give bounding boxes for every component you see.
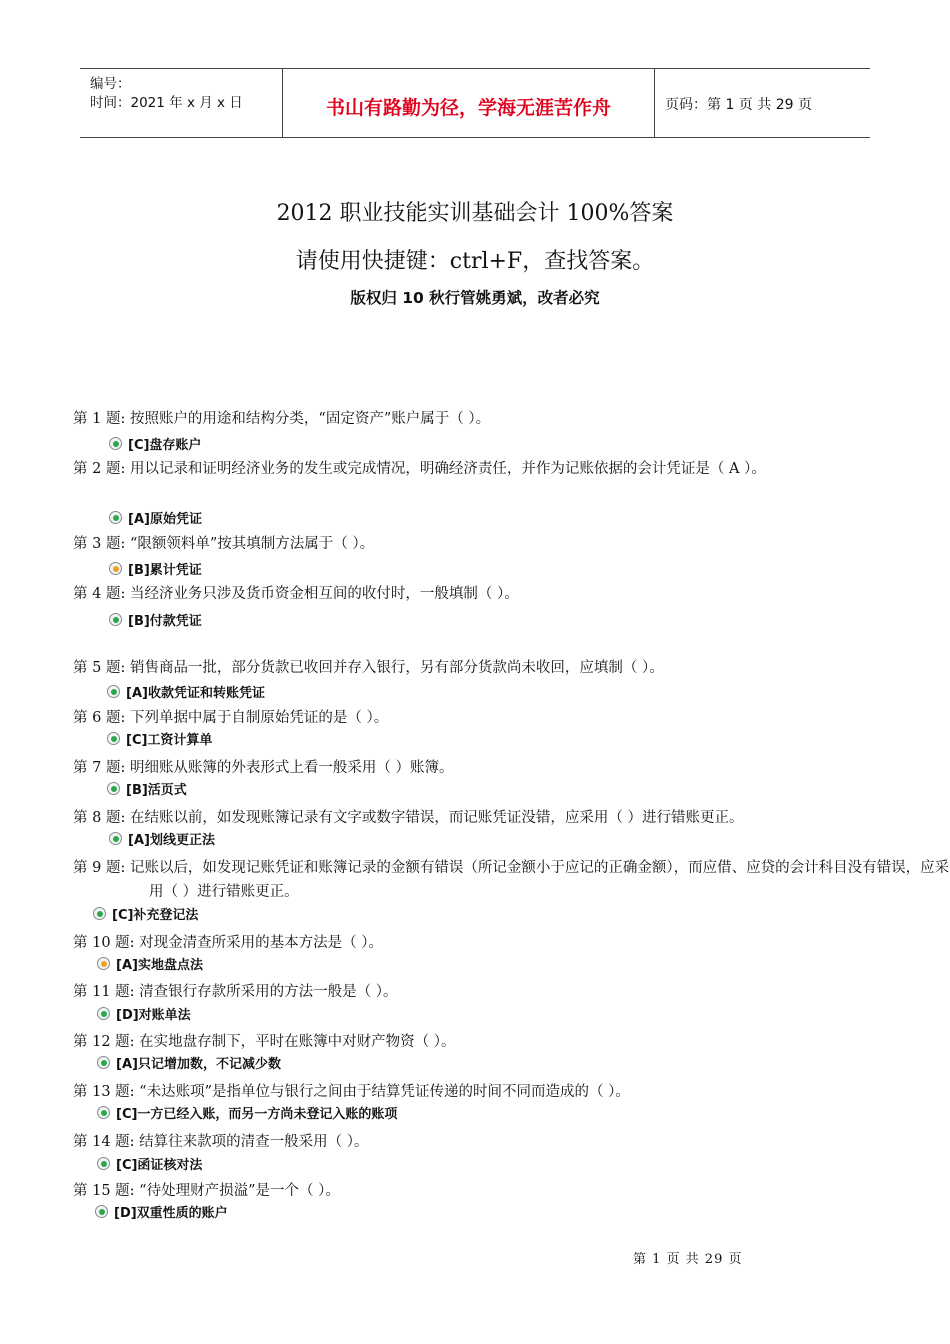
answer-14 xyxy=(97,1154,202,1173)
answer-13 xyxy=(97,1103,397,1122)
answer-7 xyxy=(107,779,187,798)
radio-selected-icon xyxy=(95,1205,108,1218)
answer-8 xyxy=(109,829,215,848)
radio-selected-icon xyxy=(109,613,122,626)
radio-selected-icon xyxy=(107,732,120,745)
question-3: 第 3 题: “限额领料单”按其填制方法属于（ ）。 xyxy=(73,536,375,552)
time-label: 时间：2021 年 x 月 x 日 xyxy=(90,95,243,111)
document-header xyxy=(80,68,870,138)
answer-text: [A]划线更正法 xyxy=(128,833,215,848)
number-label: 编号： xyxy=(90,76,131,92)
answer-text: [D]双重性质的账户 xyxy=(114,1206,228,1221)
radio-selected-icon xyxy=(97,1106,110,1119)
question-2: 第 2 题: 用以记录和证明经济业务的发生或完成情况，明确经济责任，并作为记账依据的会计凭证是（ A ）。 xyxy=(73,461,766,477)
answer-2 xyxy=(109,508,202,527)
answer-1 xyxy=(109,434,201,453)
question-12: 第 12 题: 在实地盘存制下，平时在账簿中对财产物资（ ）。 xyxy=(73,1034,456,1050)
answer-5 xyxy=(107,682,265,701)
radio-selected-icon xyxy=(109,511,122,524)
header-meta xyxy=(80,69,282,137)
answer-text: [A]只记增加数，不记减少数 xyxy=(116,1057,281,1072)
answer-3 xyxy=(109,559,202,578)
document-subtitle: 请使用快捷键：ctrl+F，查找答案。 xyxy=(295,249,655,274)
radio-selected-icon xyxy=(97,1157,110,1170)
question-5: 第 5 题: 销售商品一批，部分货款已收回并存入银行，另有部分货款尚未收回，应填制（ ）。 xyxy=(73,660,664,676)
answer-text: [A]实地盘点法 xyxy=(116,958,203,973)
radio-selected-icon xyxy=(109,832,122,845)
answer-11 xyxy=(97,1004,191,1023)
question-14: 第 14 题: 结算往来款项的清查一般采用（ ）。 xyxy=(73,1134,369,1150)
question-13: 第 13 题: “未达账项”是指单位与银行之间由于结算凭证传递的时间不同而造成的（ ）。 xyxy=(73,1084,630,1100)
radio-selected-icon xyxy=(93,907,106,920)
answer-12 xyxy=(97,1053,281,1072)
question-4: 第 4 题: 当经济业务只涉及货币资金相互间的收付时，一般填制（ ）。 xyxy=(73,586,519,602)
answer-text: [C]盘存账户 xyxy=(128,438,202,453)
document-title: 2012 职业技能实训基础会计 100%答案 xyxy=(276,201,674,226)
radio-selected-icon xyxy=(97,1056,110,1069)
question-7: 第 7 题: 明细账从账簿的外表形式上看一般采用（ ）账簿。 xyxy=(73,760,454,776)
answer-15 xyxy=(95,1202,228,1221)
question-8: 第 8 题: 在结账以前，如发现账簿记录有文字或数字错误，而记账凭证没错，应采用（ ）进行错账更正。 xyxy=(73,810,744,826)
answer-text: [C]一方已经入账，而另一方尚未登记入账的账项 xyxy=(116,1107,398,1122)
header-page-info: 页码：第 1 页 共 29 页 xyxy=(665,97,812,113)
answer-10 xyxy=(97,954,203,973)
question-6: 第 6 题: 下列单据中属于自制原始凭证的是（ ）。 xyxy=(73,710,389,726)
radio-selected-icon xyxy=(97,1007,110,1020)
answer-text: [C]补充登记法 xyxy=(112,908,199,923)
question-1: 第 1 题: 按照账户的用途和结构分类，“固定资产”账户属于（ ）。 xyxy=(73,411,491,427)
question-15: 第 15 题: “待处理财产损溢”是一个（ ）。 xyxy=(73,1183,340,1199)
question-9: 第 9 题: 记账以后，如发现记账凭证和账簿记录的金额有错误（所记金额小于应记的正确金额），而应借、应贷的会计科目没有错误，应采用（ ）进行错账更正。 xyxy=(73,860,950,900)
copyright-notice: 版权归 10 秋行管姚勇斌，改者必究 xyxy=(350,289,600,307)
answer-text: [B]付款凭证 xyxy=(128,614,202,629)
answer-text: [B]累计凭证 xyxy=(128,563,202,578)
radio-selected-icon xyxy=(109,437,122,450)
answer-text: [B]活页式 xyxy=(126,783,187,798)
radio-selected-icon xyxy=(107,782,120,795)
answer-text: [D]对账单法 xyxy=(116,1008,191,1023)
radio-selected-icon xyxy=(97,957,110,970)
page-footer: 第 1 页 共 29 页 xyxy=(633,1252,743,1267)
header-motto: 书山有路勤为径，学海无涯苦作舟 xyxy=(282,69,655,137)
answer-4 xyxy=(109,610,202,629)
answer-text: [C]函证核对法 xyxy=(116,1158,203,1173)
radio-selected-icon xyxy=(107,685,120,698)
radio-selected-icon xyxy=(109,562,122,575)
answer-text: [A]原始凭证 xyxy=(128,512,202,527)
question-11: 第 11 题: 清查银行存款所采用的方法一般是（ ）。 xyxy=(73,984,398,1000)
answer-6 xyxy=(107,729,212,748)
question-10: 第 10 题: 对现金清查所采用的基本方法是（ ）。 xyxy=(73,935,384,951)
answer-text: [C]工资计算单 xyxy=(126,733,213,748)
answer-text: [A]收款凭证和转账凭证 xyxy=(126,686,265,701)
answer-9 xyxy=(93,904,198,923)
